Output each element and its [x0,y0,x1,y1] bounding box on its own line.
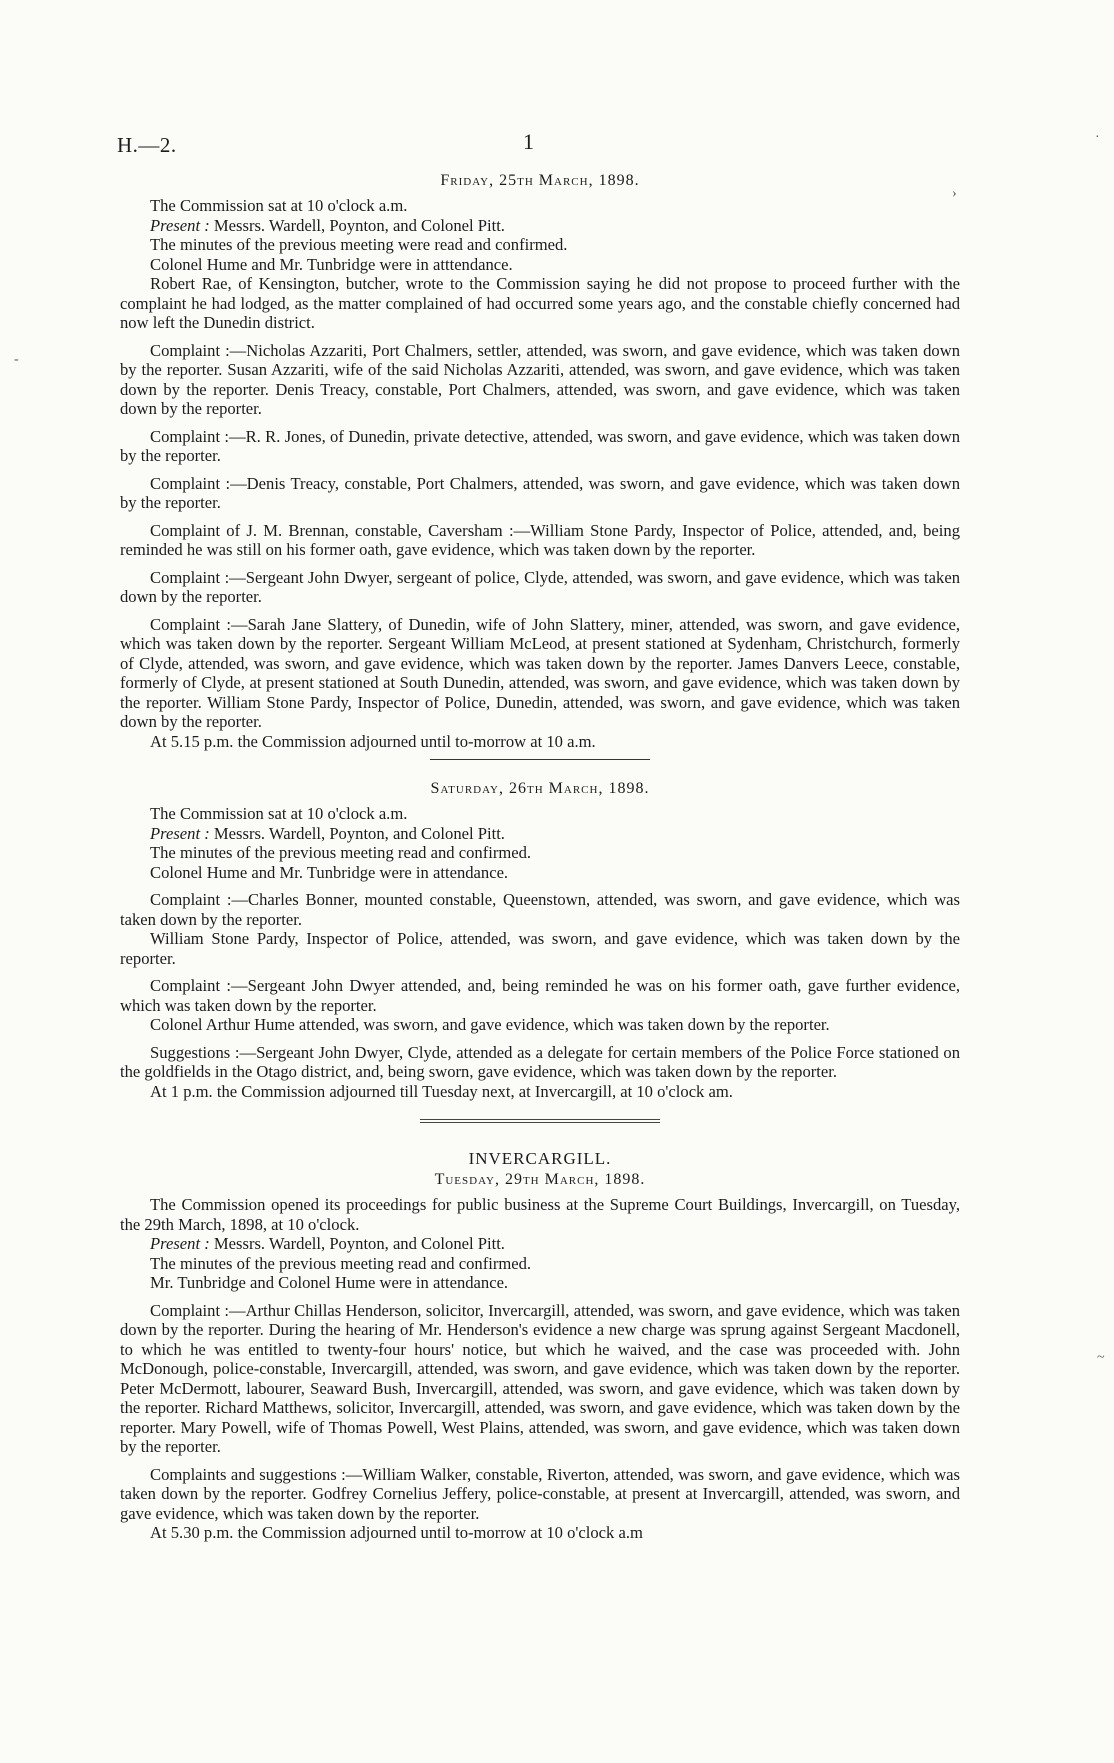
margin-mark: › [952,186,957,201]
paragraph: At 1 p.m. the Commission adjourned till Tuesday next, at Invercargill, at 10 o'clock am. [150,1081,733,1101]
paragraph: Colonel Hume and Mr. Tunbridge were in atttendance. [150,254,513,274]
present-label: Present : [150,823,210,843]
section-date-heading: Friday, 25th March, 1898. [440,172,640,189]
paragraph: Suggestions :—Sergeant John Dwyer, Clyde, attended as a delegate for certain members of the Police Force stationed on the goldfields in the Otago district, and, being sworn, gave evidence, which was taken down by the reporter. [120,1042,960,1081]
paragraph: The Commission sat at 10 o'clock a.m. [150,804,408,823]
section-divider [430,759,650,760]
paragraph: The minutes of the previous meeting read and confirmed. [150,843,532,862]
paragraph: Colonel Hume and Mr. Tunbridge were in attendance. [150,862,509,882]
paragraph: The Commission sat at 10 o'clock a.m. [150,196,408,215]
page-number: 1 [523,129,534,154]
paragraph: The minutes of the previous meeting read and confirmed. [150,1253,532,1273]
paragraph: At 5.30 p.m. the Commission adjourned until to-morrow at 10 o'clock a.m [150,1523,643,1542]
paragraph: Complaint of J. M. Brennan, constable, Caversham :—William Stone Pardy, Inspector of Police, attended, and, being reminded he was still on his former oath, gave evidence, which was taken down by the reporter. [120,520,960,559]
document-body [120,170,960,1543]
paragraph: Robert Rae, of Kensington, butcher, wrote to the Commission saying he did not propose to proceed further with the complaint he had lodged, as the matter complained of had occurred some years ago, and the constable chiefly concerned had now left the Dunedin district. [120,274,960,332]
section-date-heading: Tuesday, 29th March, 1898. [434,1171,646,1188]
present-line [120,1234,960,1254]
paragraph: Complaint :—Nicholas Azzariti, Port Chalmers, settler, attended, was sworn, and gave evidence, which was taken down by the reporter. Susan Azzariti, wife of the said Nicholas Azzariti, attended, was sworn, and gave evidence, which was taken down by the reporter. Denis Treacy, constable, Port Chalmers, attended, was sworn, and gave evidence, which was taken down by the reporter. [120,340,960,418]
section-divider [420,1119,660,1123]
paragraph: Complaints and suggestions :—William Walker, constable, Riverton, attended, was sworn, and gave evidence, which was taken down by the reporter. Godfrey Cornelius Jeffery, police-constable, at present at Invercargill, attended, was sworn, and gave evidence, which was taken down by the reporter. [120,1464,960,1523]
present-names: Messrs. Wardell, Poynton, and Colonel Pitt. [213,823,505,843]
present-label: Present : [150,1234,210,1253]
paragraph: Complaint :—R. R. Jones, of Dunedin, private detective, attended, was sworn, and gave evidence, which was taken down by the reporter. [120,426,960,465]
paragraph: Complaint :—Denis Treacy, constable, Port Chalmers, attended, was sworn, and gave evidence, which was taken down by the reporter. [120,473,960,512]
paragraph: At 5.15 p.m. the Commission adjourned until to-morrow at 10 a.m. [150,731,596,751]
place-heading: INVERCARGILL. [468,1149,612,1168]
present-names: Messrs. Wardell, Poynton, and Colonel Pitt. [213,215,505,235]
margin-mark: - [14,352,19,367]
paragraph: Complaint :—Sarah Jane Slattery, of Dunedin, wife of John Slattery, miner, attended, was sworn, and gave evidence, which was taken down by the reporter. Sergeant William McLeod, at present stationed at Sydenham, Christchurch, formerly of Clyde, attended, was sworn, and gave evidence, which was taken down by the reporter. James Danvers Leece, constable, formerly of Clyde, at present stationed at South Dunedin, attended, was sworn, and gave evidence, which was taken down by the reporter. William Stone Pardy, Inspector of Police, Dunedin, attended, was sworn, and gave evidence, which was taken down by the reporter. [120,614,960,731]
paragraph: Colonel Arthur Hume attended, was sworn, and gave evidence, which was taken down by the reporter. [150,1015,830,1034]
document-reference: H.—2. [117,133,177,157]
paragraph: Complaint :—Arthur Chillas Henderson, solicitor, Invercargill, attended, was sworn, and gave evidence, which was taken down by the reporter. During the hearing of Mr. Henderson's evidence a new charge was sprung against Sergeant Macdonell, to which he was entitled to twenty-four hours' notice, but which he waived, and the case was proceeded with. John McDonough, police-constable, Invercargill, attended, was sworn, and gave evidence, which was taken down by the reporter. Peter McDermott, labourer, Seaward Bush, Invercargill, attended, was sworn, and gave evidence, which was taken down by the reporter. Richard Matthews, solicitor, Invercargill, attended, was sworn, and gave evidence, which was taken down by the reporter. Mary Powell, wife of Thomas Powell, West Plains, attended, was sworn, and gave evidence, which was taken down by the reporter. [120,1300,960,1456]
paragraph: The minutes of the previous meeting were read and confirmed. [150,235,568,254]
paragraph: William Stone Pardy, Inspector of Police, attended, was sworn, and gave evidence, which was taken down by the reporter. [120,929,960,968]
present-line [120,824,960,844]
margin-mark: · [1095,130,1100,145]
paragraph: The Commission opened its proceedings for public business at the Supreme Court Buildings, Invercargill, on Tuesday, the 29th March, 1898, at 10 o'clock. [120,1195,960,1234]
margin-mark: ~ [1097,1350,1105,1365]
paragraph: Complaint :—Charles Bonner, mounted constable, Queenstown, attended, was sworn, and gave evidence, which was taken down by the reporter. [120,890,960,929]
present-names: Messrs. Wardell, Poynton, and Colonel Pitt. [213,1234,505,1253]
present-label: Present : [150,215,210,235]
paragraph: Complaint :—Sergeant John Dwyer, sergeant of police, Clyde, attended, was sworn, and gave evidence, which was taken down by the reporter. [120,567,960,606]
paragraph: Mr. Tunbridge and Colonel Hume were in attendance. [150,1273,509,1292]
paragraph: Complaint :—Sergeant John Dwyer attended, and, being reminded he was on his former oath, gave further evidence, which was taken down by the reporter. [120,976,960,1015]
section-date-heading: Saturday, 26th March, 1898. [430,780,650,797]
present-line [120,216,960,236]
